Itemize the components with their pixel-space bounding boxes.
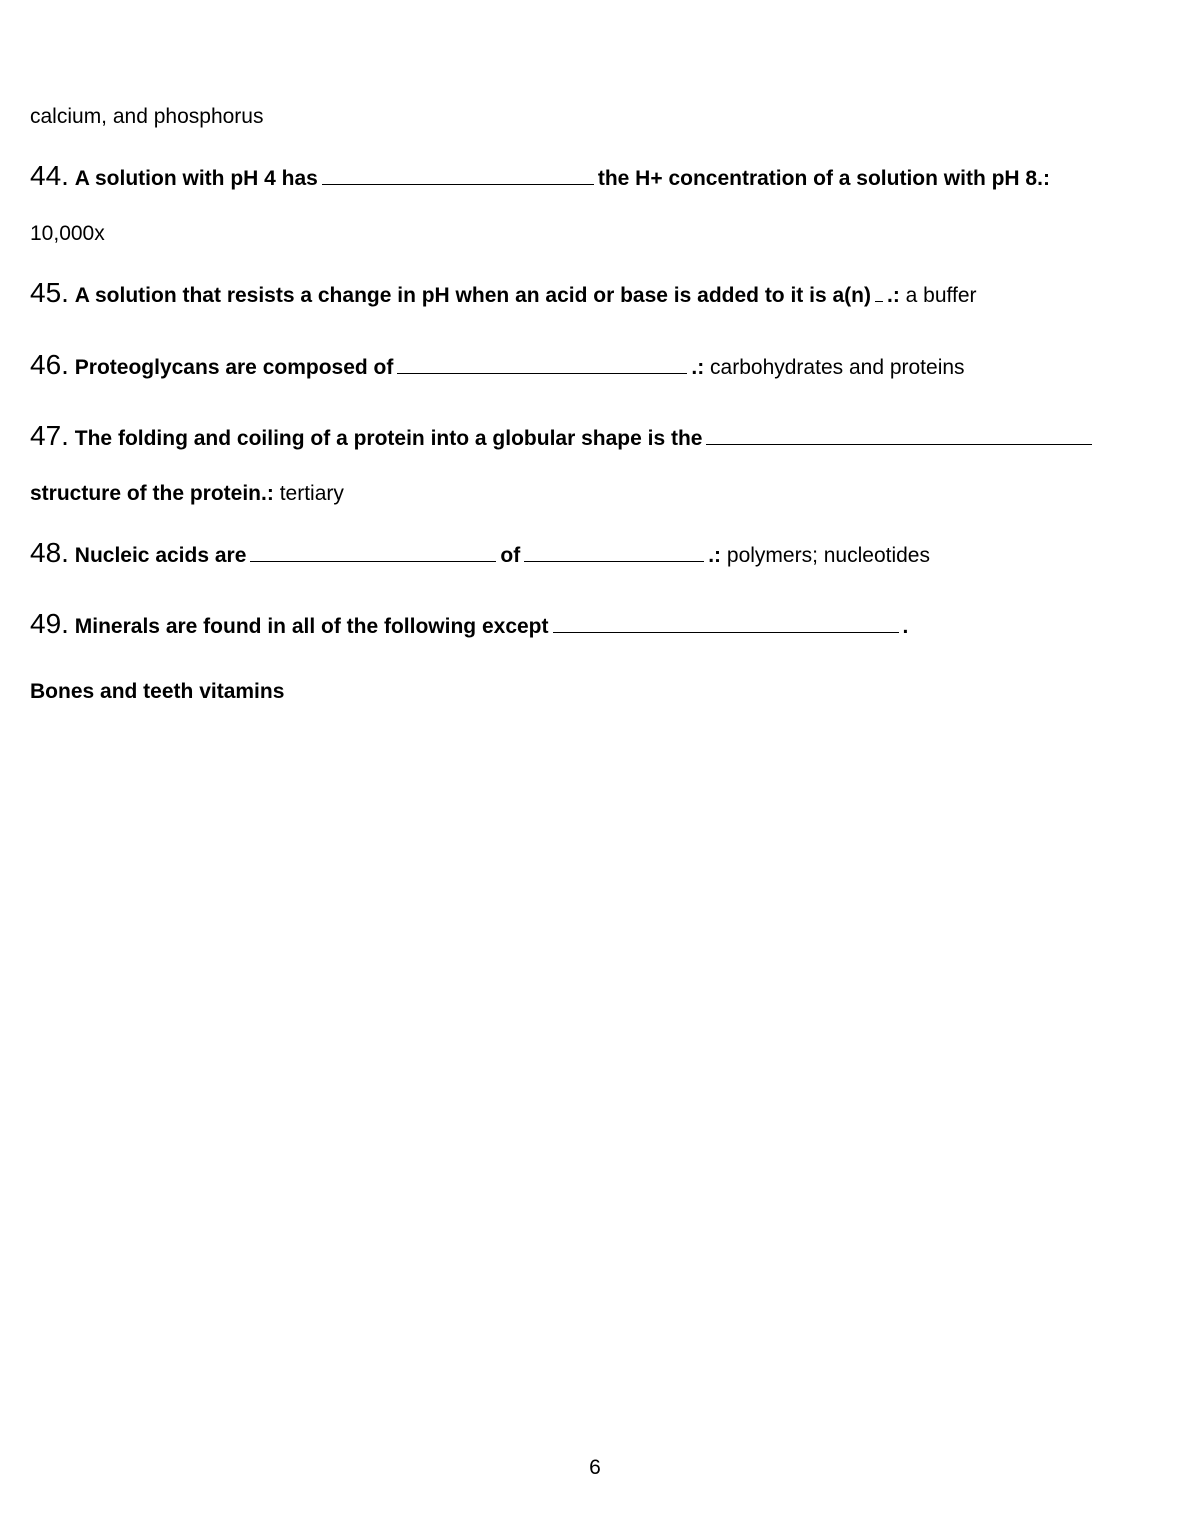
question-number: 49.: [30, 608, 69, 639]
continuation-text: calcium, and phosphorus: [30, 105, 264, 128]
answer-blank: [250, 560, 496, 562]
question-number: 45.: [30, 277, 69, 308]
question-text: structure of the protein.:: [30, 482, 274, 505]
answer-blank: [524, 560, 704, 562]
question-text: the H+ concentration of a solution with pH 8.:: [597, 167, 1050, 190]
answer-text: a buffer: [905, 284, 977, 307]
question-46: [30, 349, 965, 381]
question-text: A solution that resists a change in pH when an acid or base is added to it is a(n): [74, 284, 871, 307]
question-44: [30, 160, 1050, 192]
question-number: 47.: [30, 420, 69, 451]
question-text: .:: [691, 356, 705, 379]
answer-blank: [397, 372, 687, 374]
question-48: [30, 537, 930, 569]
question-text: Nucleic acids are: [74, 544, 247, 567]
question-text: .: [902, 615, 909, 638]
question-text: .:: [708, 544, 722, 567]
question-47-cont: [30, 482, 344, 506]
answer-text: tertiary: [279, 482, 344, 505]
question-text: Minerals are found in all of the following except: [74, 615, 549, 638]
question-text: .:: [886, 284, 900, 307]
question-47: [30, 420, 1096, 452]
answer-blank: [322, 183, 594, 185]
page-number: 6: [589, 1456, 601, 1479]
answer-text: polymers; nucleotides: [726, 544, 930, 567]
question-text: Proteoglycans are composed of: [74, 356, 394, 379]
question-text: The folding and coiling of a protein into a globular shape is the: [74, 427, 703, 450]
question-text: A solution with pH 4 has: [74, 167, 318, 190]
answer-44: 10,000x: [30, 222, 105, 245]
answer-text: carbohydrates and proteins: [710, 356, 965, 379]
answer-blank: [875, 300, 883, 302]
question-49: [30, 608, 908, 640]
answer-49: Bones and teeth vitamins: [30, 680, 285, 703]
answer-blank: [706, 443, 1092, 445]
question-text: of: [500, 544, 521, 567]
question-number: 44.: [30, 160, 69, 191]
question-number: 46.: [30, 349, 69, 380]
question-45: [30, 277, 977, 309]
question-number: 48.: [30, 537, 69, 568]
answer-blank: [553, 631, 899, 633]
